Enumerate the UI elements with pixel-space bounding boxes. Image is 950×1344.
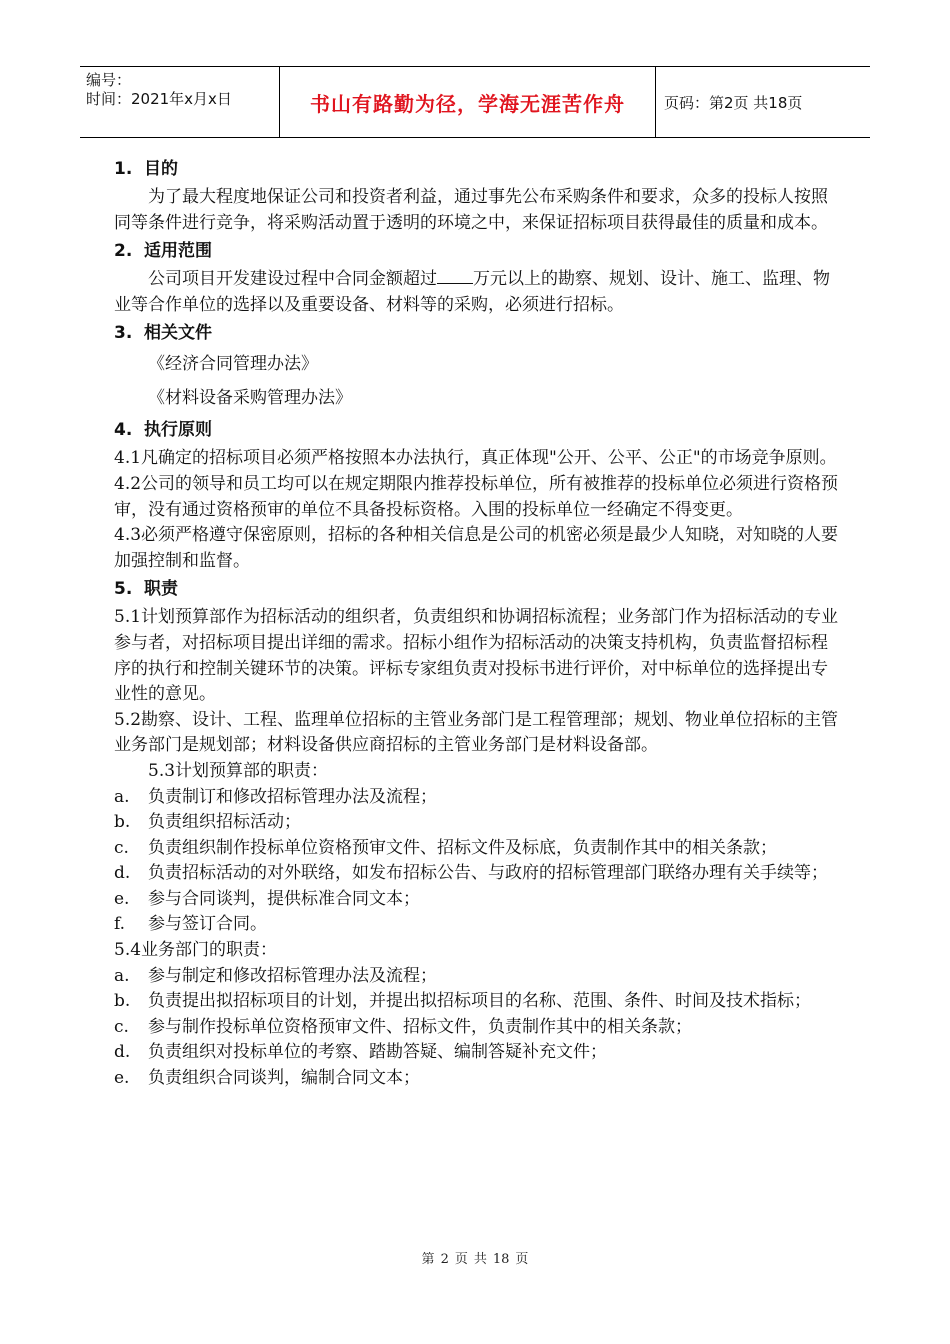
page-header — [80, 66, 870, 138]
responsibility-paragraph: 5.2勘察、设计、工程、监理单位招标的主管业务部门是工程管理部；规划、物业单位招标的主管业务部门是规划部；材料设备供应商招标的主管业务部门是材料设备部。 — [114, 709, 839, 756]
list-item: d. 负责招标活动的对外联络，如发布招标公告、与政府的招标管理部门联络办理有关手续等； — [114, 863, 828, 884]
section-heading-4: 4. 执行原则 — [114, 420, 212, 441]
section-heading-5: 5. 职责 — [114, 579, 178, 600]
page-footer: 第 2 页 共 18 页 — [421, 1252, 529, 1267]
responsibility-paragraph: 5.1计划预算部作为招标活动的组织者，负责组织和协调招标流程；业务部门作为招标活动的专业参与者，对招标项目提出详细的需求。招标小组作为招标活动的决策支持机构，负责监督招标程序的执行和控制关键环节的决策。评标专家组负责对投标书进行评价，对中标单位的选择提出专业性的意见。 — [114, 607, 839, 705]
list-item: a. 参与制定和修改招标管理办法及流程； — [114, 965, 437, 986]
document-body — [114, 154, 844, 1092]
subsection-title: 5.3计划预算部的职责： — [148, 760, 329, 781]
related-doc: 《材料设备采购管理办法》 — [148, 388, 352, 409]
section-heading-1: 1. 目的 — [114, 159, 178, 179]
list-item: c. 参与制作投标单位资格预审文件、招标文件，负责制作其中的相关条款； — [114, 1016, 692, 1037]
section-2-paragraph: 公司项目开发建设过程中合同金额超过 万元以上的勘察、规划、设计、施工、监理、物业等合作单位的选择以及重要设备、材料等的采购，必须进行招标。 — [114, 269, 830, 315]
footer-page-number: 2 — [440, 1252, 449, 1267]
section-heading-2: 2. 适用范围 — [114, 241, 212, 262]
list-item: b. 负责组织招标活动； — [114, 812, 301, 833]
list-item: f. 参与签订合同。 — [114, 914, 267, 935]
list-item: d. 负责组织对投标单位的考察、踏勘答疑、编制答疑补充文件； — [114, 1042, 607, 1063]
doc-time-label: 时间：2021年x月x日 — [86, 90, 232, 108]
footer-total-pages: 18 — [492, 1252, 510, 1267]
amount-blank — [437, 267, 473, 284]
subsection-title: 5.4业务部门的职责： — [114, 940, 278, 961]
list-item: e. 参与合同谈判，提供标准合同文本； — [114, 888, 420, 909]
section-heading-3: 3. 相关文件 — [114, 323, 212, 344]
related-doc: 《经济合同管理办法》 — [148, 354, 318, 375]
list-item: b. 负责提出拟招标项目的计划，并提出拟招标项目的名称、范围、条件、时间及技术指标； — [114, 991, 811, 1012]
principle-item: 4.1凡确定的招标项目必须严格按照本办法执行，真正体现"公开、公平、公正"的市场竞争原则。 — [114, 448, 837, 469]
header-meta — [80, 67, 280, 137]
doc-number-label: 编号： — [86, 71, 132, 89]
list-item: e. 负责组织合同谈判，编制合同文本； — [114, 1068, 420, 1089]
header-page-label: 页码：第2页 共18页 — [664, 93, 803, 112]
list-item: c. 负责组织制作投标单位资格预审文件、招标文件及标底，负责制作其中的相关条款； — [114, 837, 777, 858]
list-item: a. 负责制订和修改招标管理办法及流程； — [114, 786, 437, 807]
principle-item: 4.2公司的领导和员工均可以在规定期限内推荐投标单位，所有被推荐的投标单位必须进行资格预审，没有通过资格预审的单位不具备投标资格。入围的投标单位一经确定不得变更。 — [114, 473, 839, 520]
section-1-paragraph: 为了最大程度地保证公司和投资者利益，通过事先公布采购条件和要求，众多的投标人按照同等条件进行竞争，将采购活动置于透明的环境之中，来保证招标项目获得最佳的质量和成本。 — [114, 187, 828, 233]
header-motto: 书山有路勤为径，学海无涯苦作舟 — [280, 67, 656, 137]
principle-item: 4.3必须严格遵守保密原则，招标的各种相关信息是公司的机密必须是最少人知晓，对知晓的人要加强控制和监督。 — [114, 525, 839, 571]
